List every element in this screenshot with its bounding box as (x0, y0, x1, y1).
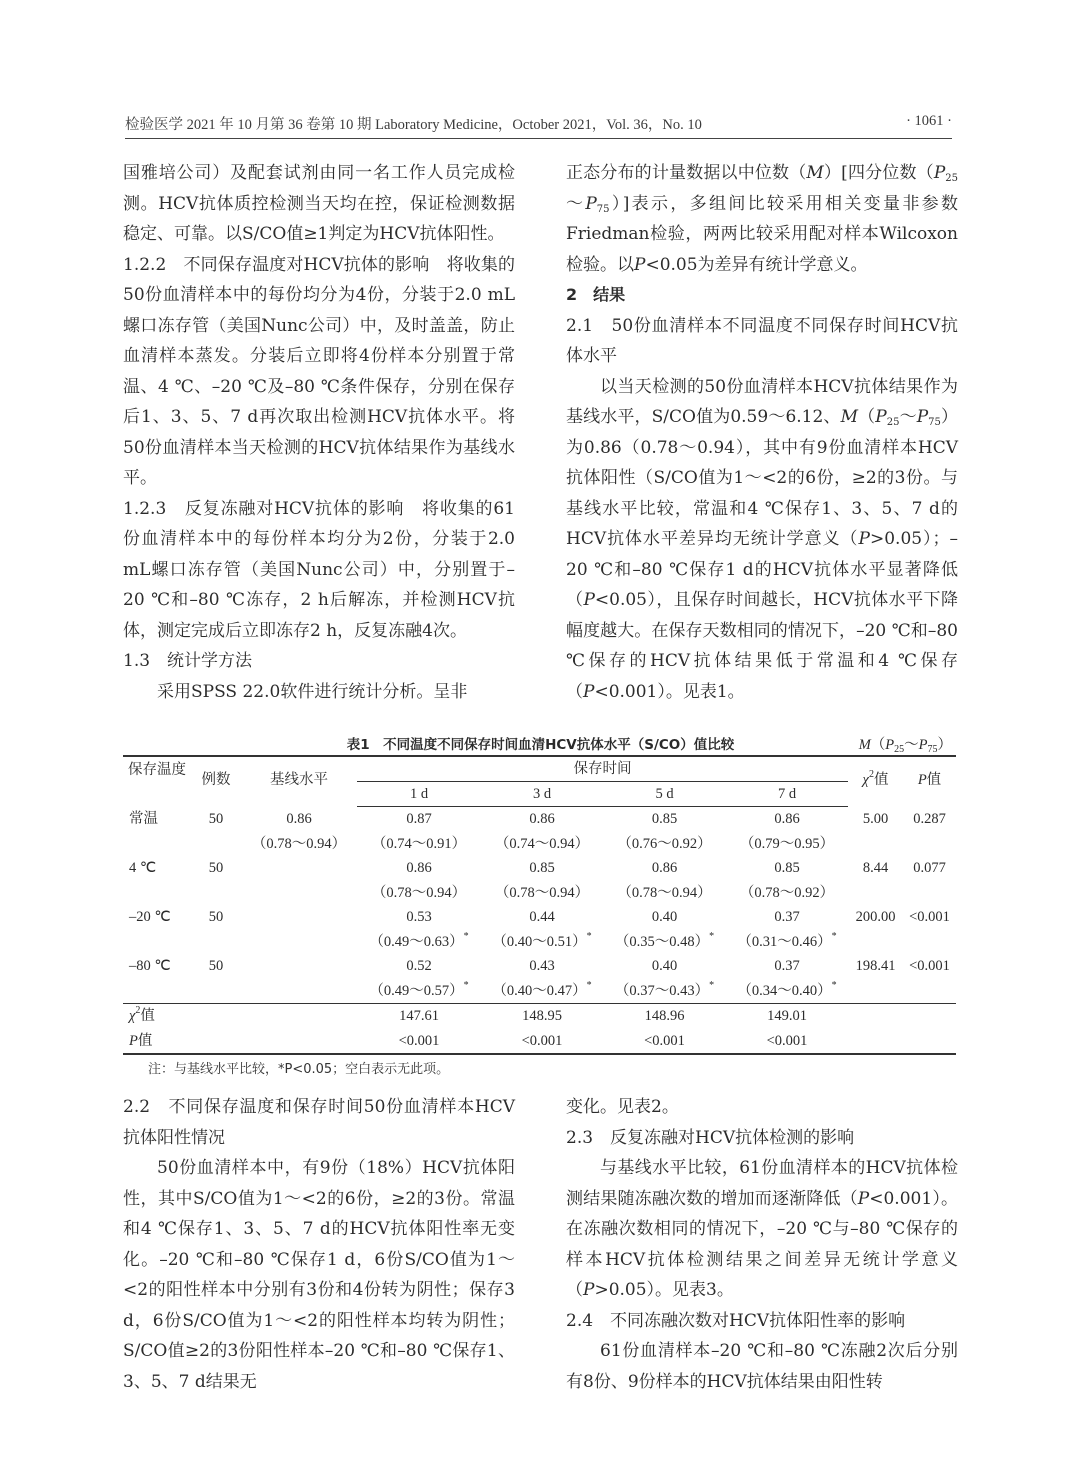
cell-iqr: （0.74～0.94） (494, 835, 590, 852)
text: 与基线水平比较，61份血清样本的HCV抗体检测结果随冻融次数的增加而逐渐降低（ (566, 1158, 958, 1209)
cell-median: 0.37 (774, 958, 800, 974)
header-chi: $\chi^2$值 (848, 756, 903, 807)
cell-iqr: （0.34～0.40）* (737, 979, 837, 999)
table-row (123, 905, 956, 930)
header-day: 5 d (603, 782, 726, 807)
cell-p: 0.287 (913, 810, 946, 827)
table-row (123, 856, 956, 881)
paragraph-text: 将收集的50份血清样本中的每份均分为4份，分装于2.0 mL螺口冻存管（美国Nunc公司）中，及时盖盖，防止血清样本蒸发。分装后立即将4份样本分别置于常温、4 ℃、–20 ℃及–80 ℃条件保存，分别在保存后1、3、5、7 d再次取出检测HCV抗体水平。将50份血清样本当天检测的HCV抗体结果作为基线水平。 (123, 254, 515, 488)
paragraph-text: 将收集的61份血清样本中的每份样本均分为2份，分装于2.0 mL螺口冻存管（美国Nunc公司）中，分别置于–20 ℃和–80 ℃冻存，2 h后解冻，并检测HCV抗体，测定完成后立即冻存2 h，反复冻融4次。 (123, 498, 515, 641)
row-label-chi: $\chi^2$值 (123, 1004, 191, 1029)
section-heading: 1.2.3 反复冻融对HCV抗体的影响 (123, 498, 423, 519)
cell-p: <0.001 (909, 958, 950, 974)
chi-row (123, 1004, 956, 1029)
table-row-iqr (123, 881, 956, 906)
page-number: · 1061 · (906, 113, 952, 129)
cell-iqr: （0.78～0.94） (617, 884, 712, 901)
results-table (123, 755, 956, 1055)
header-p: P值 (903, 756, 956, 807)
table-row (123, 954, 956, 979)
cell-baseline-iqr (241, 979, 357, 1004)
text: 正态分布的计量数据以中位数（ (566, 163, 807, 183)
table-row-iqr (123, 832, 956, 857)
paragraph: 以当天检测的50份血清样本HCV抗体结果作为基线水平，S/CO值为0.59～6.12、$M(P_{25}\sim P_{75})$为0.86（0.78～0.94），其中有9份血清样本HCV抗体阳性（S/CO值为1～<2的6份，≥2的3份。与基线水平比较，常温和4 ℃保存1、3、5、7 d的HCV抗体水平差异均无统计学意义（P>0.05）；–20 ℃和–80 ℃保存1 d的HCV抗体水平显著降低（P<0.05），且保存时间越长，HCV抗体水平下降幅度越大。在保存天数相同的情况下，–20 ℃和–80 ℃保存的HCV抗体结果低于常温和4 ℃保存（P<0.001）。见表1。 (566, 376, 959, 702)
cell-temp: –80 ℃ (129, 958, 171, 974)
paragraph: 变化。见表2。 (566, 1097, 679, 1117)
cell-baseline (241, 856, 357, 881)
subsection-heading: 2.1 50份血清样本不同温度不同保存时间HCV抗体水平 (566, 315, 958, 366)
cell-chi-day: 149.01 (726, 1004, 848, 1029)
symbol-m: M (806, 163, 824, 183)
header-time: 保存时间 (357, 756, 848, 782)
cell-chi: 200.00 (855, 909, 896, 925)
text: >0.05）。见表3。 (594, 1280, 734, 1300)
paragraph: 50份血清样本中，有9份（18%）HCV抗体阳性，其中S/CO值为1～<2的6份，≥2的3份。常温和4 ℃保存1、3、5、7 d的HCV抗体阳性率无变化。–20 ℃和–80 ℃保存1 d，6份S/CO值为1～<2的阳性样本中分别有3份和4份转为阴性；保存3 d，6份S/CO值为1～<2的阳性样本均转为阴性；S/CO值≥2的3份阳性样本–20 ℃和–80 ℃保存1、3、5、7 d结果无 (123, 1158, 515, 1392)
left-column-lower (123, 1092, 515, 1397)
cell-median: 0.40 (651, 909, 678, 925)
cell-n: 50 (208, 958, 224, 974)
paragraph (123, 494, 515, 647)
cell-median: 0.87 (406, 811, 432, 827)
text: 为0.86（0.78～0.94），其中有9份血清样本HCV抗体阳性（S/CO值为1～<2的6份，≥2的3份。与基线水平比较，常温和4 ℃保存1、3、5、7 d的HCV抗体水平差异均无统计学意义（ (566, 437, 958, 549)
cell-chi: 5.00 (862, 810, 889, 827)
cell-median: 0.86 (406, 860, 432, 876)
subsection-heading: 2.4 不同冻融次数对HCV抗体阳性率的影响 (566, 1310, 906, 1331)
text: ）]表示，多组间比较采用相关变量非参数Friedman检验，两两比较采用配对样本Wilcoxon检验。以 (566, 193, 959, 275)
subsection-heading: 2.3 反复冻融对HCV抗体检测的影响 (566, 1127, 855, 1148)
header-n: 例数 (191, 756, 241, 807)
header-baseline: 基线水平 (241, 756, 357, 807)
row-label-p: P值 (123, 1029, 191, 1055)
cell-median: 0.86 (529, 811, 555, 827)
cell-median: 0.85 (774, 860, 800, 876)
table-title: 表1 不同温度不同保存时间血清HCV抗体水平（S/CO）值比较 (346, 737, 735, 753)
paragraph: 与基线水平比较，61份血清样本的HCV抗体检测结果随冻融次数的增加而逐渐降低（P<0.001）。在冻融次数相同的情况下，–20 ℃与–80 ℃保存的样本HCV抗体检测结果之间差异无统计学意义（P>0.05）。见表3。 (566, 1158, 958, 1300)
cell-iqr: （0.78～0.94） (371, 884, 467, 901)
p-row (123, 1029, 956, 1055)
cell-baseline (241, 905, 357, 930)
cell-temp: –20 ℃ (129, 909, 171, 925)
cell-baseline-iqr (241, 881, 357, 906)
text: <0.05为差异有统计学意义。 (645, 254, 868, 275)
text: >0.05）；–20 ℃和–80 ℃保存1 d的HCV抗体水平显著降低（ (566, 529, 959, 610)
journal-info: 检验医学 2021 年 10 月第 36 卷第 10 期 Laboratory Medicine，October 2021，Vol. 36，No. 10 (125, 117, 702, 133)
cell-median: 0.44 (529, 909, 555, 925)
table-row-iqr (123, 979, 956, 1004)
symbol-p: P (634, 254, 646, 275)
cell-p-day: <0.001 (357, 1029, 481, 1055)
header-day: 3 d (481, 782, 603, 807)
table-row-iqr (123, 930, 956, 955)
cell-n: 50 (208, 860, 224, 876)
paragraph: 61份血清样本–20 ℃和–80 ℃冻融2次后分别有8份、9份样本的HCV抗体结果由阳性转 (566, 1341, 958, 1392)
cell-iqr: （0.74～0.91） (371, 835, 467, 852)
paragraph: 国雅培公司）及配套试剂由同一名工作人员完成检测。HCV抗体质控检测当天均在控，保证检测数据稳定、可靠。以S/CO值≥1判定为HCV抗体阳性。 (123, 163, 515, 244)
text: ）[四分位数（ (823, 163, 934, 183)
cell-temp: 4 ℃ (129, 860, 157, 876)
cell-chi-day: 147.61 (357, 1004, 481, 1029)
cell-median: 0.43 (529, 958, 555, 974)
cell-median: 0.85 (529, 860, 555, 876)
right-column-upper (566, 158, 958, 707)
cell-baseline: 0.86 (286, 810, 312, 827)
cell-iqr: （0.40～0.51）* (492, 930, 592, 950)
cell-baseline-iqr: （0.78～0.94） (251, 835, 347, 852)
cell-baseline (241, 954, 357, 979)
cell-chi: 198.41 (855, 958, 896, 974)
cell-iqr: （0.49～0.63）* (369, 930, 469, 950)
section-heading: 1.2.2 不同保存温度对HCV抗体的影响 (123, 254, 447, 275)
section-heading: 2 结果 (566, 285, 626, 304)
table-note: 注：与基线水平比较，*P<0.05；空白表示无此项。 (148, 1062, 450, 1077)
cell-p-day: <0.001 (726, 1029, 848, 1055)
cell-p: 0.077 (913, 860, 946, 876)
right-column-lower (566, 1092, 958, 1397)
paragraph: 正态分布的计量数据以中位数（M）[四分位数$(P_{25}\sim P_{75})$]表示，多组间比较采用相关变量非参数Friedman检验，两两比较采用配对样本Wilcoxon检验。以P<0.05为差异有统计学意义。 (566, 163, 959, 275)
cell-median: 0.37 (774, 909, 800, 925)
cell-n: 50 (208, 810, 224, 827)
cell-median: 0.86 (774, 811, 800, 827)
table-unit: $M(P_{25}\sim P_{75})$ (858, 737, 952, 755)
cell-iqr: （0.78～0.92） (739, 884, 835, 901)
cell-iqr: （0.76～0.92） (617, 835, 712, 852)
cell-median: 0.52 (406, 958, 432, 974)
cell-chi-day: 148.95 (481, 1004, 603, 1029)
cell-p: <0.001 (909, 909, 950, 925)
cell-n: 50 (208, 909, 224, 925)
cell-iqr: （0.31～0.46）* (737, 930, 837, 950)
table-row (123, 807, 956, 832)
paragraph: 采用SPSS 22.0软件进行统计分析。呈非 (157, 681, 468, 702)
text: <0.05），且保存时间越长，HCV抗体水平下降幅度越大。在保存天数相同的情况下，–20 ℃和–80 ℃保存的HCV抗体结果低于常温和4 ℃保存（ (566, 590, 958, 702)
cell-iqr: （0.49～0.57）* (369, 979, 469, 999)
section-heading: 1.3 统计学方法 (123, 651, 253, 671)
header-day: 1 d (357, 782, 481, 807)
cell-iqr: （0.79～0.95） (739, 835, 835, 852)
cell-median: 0.53 (406, 909, 432, 925)
text: <0.001）。在冻融次数相同的情况下，–20 ℃与–80 ℃保存的样本HCV抗体检测结果之间差异无统计学意义（ (566, 1188, 958, 1300)
header-day: 7 d (726, 782, 848, 807)
cell-chi-day: 148.96 (603, 1004, 726, 1029)
cell-median: 0.85 (651, 811, 678, 827)
paragraph (123, 250, 515, 494)
text: <0.001）。见表1。 (594, 681, 745, 702)
text: 以当天检测的50份血清样本HCV抗体结果作为基线水平，S/CO值为0.59～6.12、 (566, 376, 958, 427)
cell-p-day: <0.001 (603, 1029, 726, 1055)
cell-iqr: （0.40～0.47）* (492, 979, 592, 999)
header-rule (125, 138, 952, 139)
cell-p-day: <0.001 (481, 1029, 603, 1055)
cell-baseline-iqr (241, 930, 357, 955)
header-temp: 保存温度 (123, 756, 191, 807)
cell-iqr: （0.35～0.48）* (614, 930, 715, 950)
cell-median: 0.40 (651, 958, 678, 974)
cell-median: 0.86 (651, 860, 678, 876)
left-column-upper (123, 158, 515, 707)
cell-iqr: （0.37～0.43）* (614, 979, 715, 999)
cell-iqr: （0.78～0.94） (494, 884, 590, 901)
cell-chi: 8.44 (862, 860, 889, 876)
subsection-heading: 2.2 不同保存温度和保存时间50份血清样本HCV抗体阳性情况 (123, 1097, 515, 1148)
table-caption (123, 733, 958, 753)
cell-temp: 常温 (129, 810, 158, 827)
